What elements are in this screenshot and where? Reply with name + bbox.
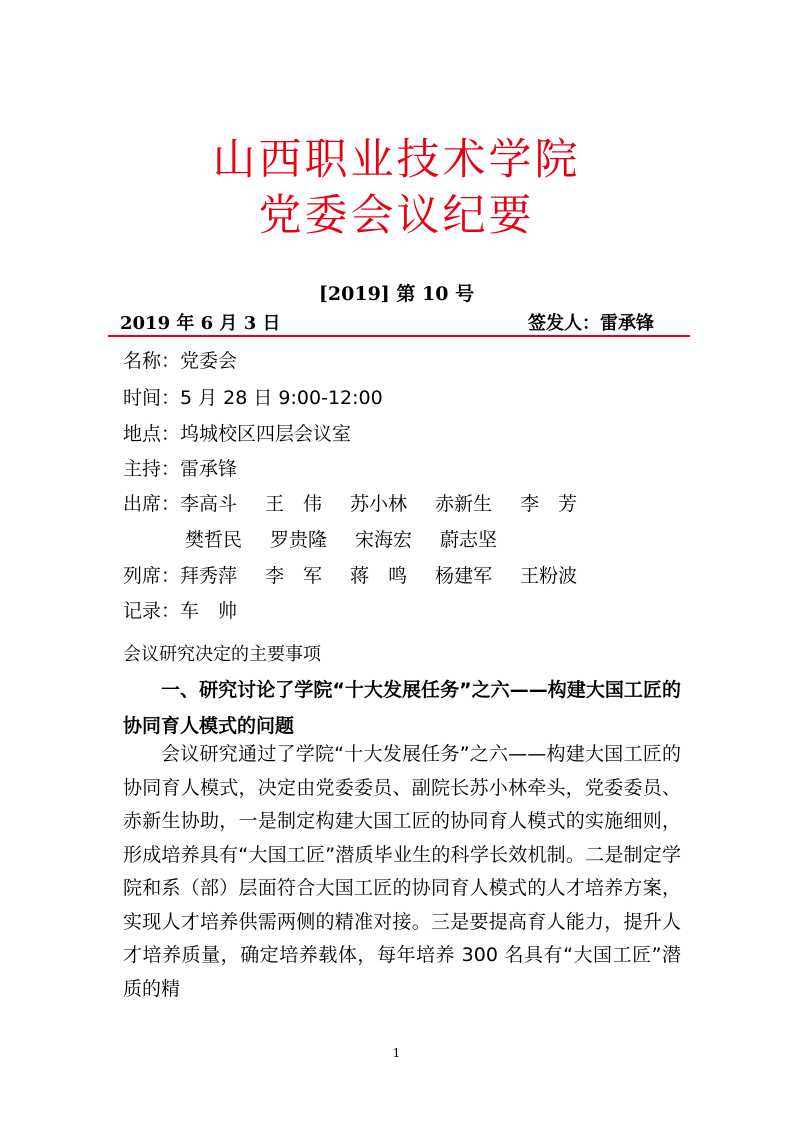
document-title-line1: 山西职业技术学院 xyxy=(212,135,581,185)
issue-number: [2019] 第 10 号 xyxy=(318,283,475,305)
issue-date: 2019 年 6 月 3 日 xyxy=(120,313,281,334)
observer-name: 杨建军 xyxy=(435,565,493,587)
meeting-name: 名称：党委会 xyxy=(123,350,238,372)
observer-name: 蒋 鸣 xyxy=(350,565,408,587)
observers-label: 列席： xyxy=(123,565,181,587)
recorder: 记录：车 帅 xyxy=(123,600,238,622)
attendees-row2 xyxy=(185,531,497,550)
observers-row xyxy=(123,567,577,586)
signer: 签发人：雷承锋 xyxy=(528,313,654,334)
attendee-name: 李高斗 xyxy=(180,493,238,515)
red-divider xyxy=(108,335,690,337)
section-intro: 会议研究决定的主要事项 xyxy=(123,644,321,665)
observer-name: 王粉波 xyxy=(520,565,578,587)
attendee-name: 宋海宏 xyxy=(355,529,413,551)
observer-name: 李 军 xyxy=(265,565,323,587)
attendee-name: 罗贵隆 xyxy=(270,529,328,551)
attendee-name: 樊哲民 xyxy=(185,529,243,551)
attendees-label: 出席： xyxy=(123,493,181,515)
attendee-name: 李 芳 xyxy=(520,493,578,515)
item1-heading: 一、研究讨论了学院“十大发展任务”之六——构建大国工匠的协同育人模式的问题 xyxy=(123,679,681,737)
attendee-name: 王 伟 xyxy=(265,493,323,515)
attendee-name: 蔚志坚 xyxy=(440,529,498,551)
page-number: 1 xyxy=(392,1046,401,1060)
meeting-time: 时间：5 月 28 日 9:00-12:00 xyxy=(123,387,383,409)
attendee-name: 苏小林 xyxy=(350,493,408,515)
meeting-location: 地点：坞城校区四层会议室 xyxy=(123,423,352,445)
item1-body: 会议研究通过了学院“十大发展任务”之六——构建大国工匠的协同育人模式，决定由党委委员、副院长苏小林牵头，党委委员、赤新生协助，一是制定构建大国工匠的协同育人模式的实施细则，形成培养具有“大国工匠”潜质毕业生的科学长效机制。二是制定学院和系（部）层面符合大国工匠的协同育人模式的人才培养方案，实现人才培养供需两侧的精准对接。三是要提高育人能力，提升人才培养质量，确定培养载体，每年培养 300 名具有“大国工匠”潜质的精 xyxy=(123,743,681,1000)
meeting-host: 主持：雷承锋 xyxy=(123,458,238,480)
document-title-line2: 党委会议纪要 xyxy=(258,191,535,241)
observer-name: 拜秀萍 xyxy=(180,565,238,587)
attendees-row1 xyxy=(123,495,577,514)
attendee-name: 赤新生 xyxy=(435,493,493,515)
